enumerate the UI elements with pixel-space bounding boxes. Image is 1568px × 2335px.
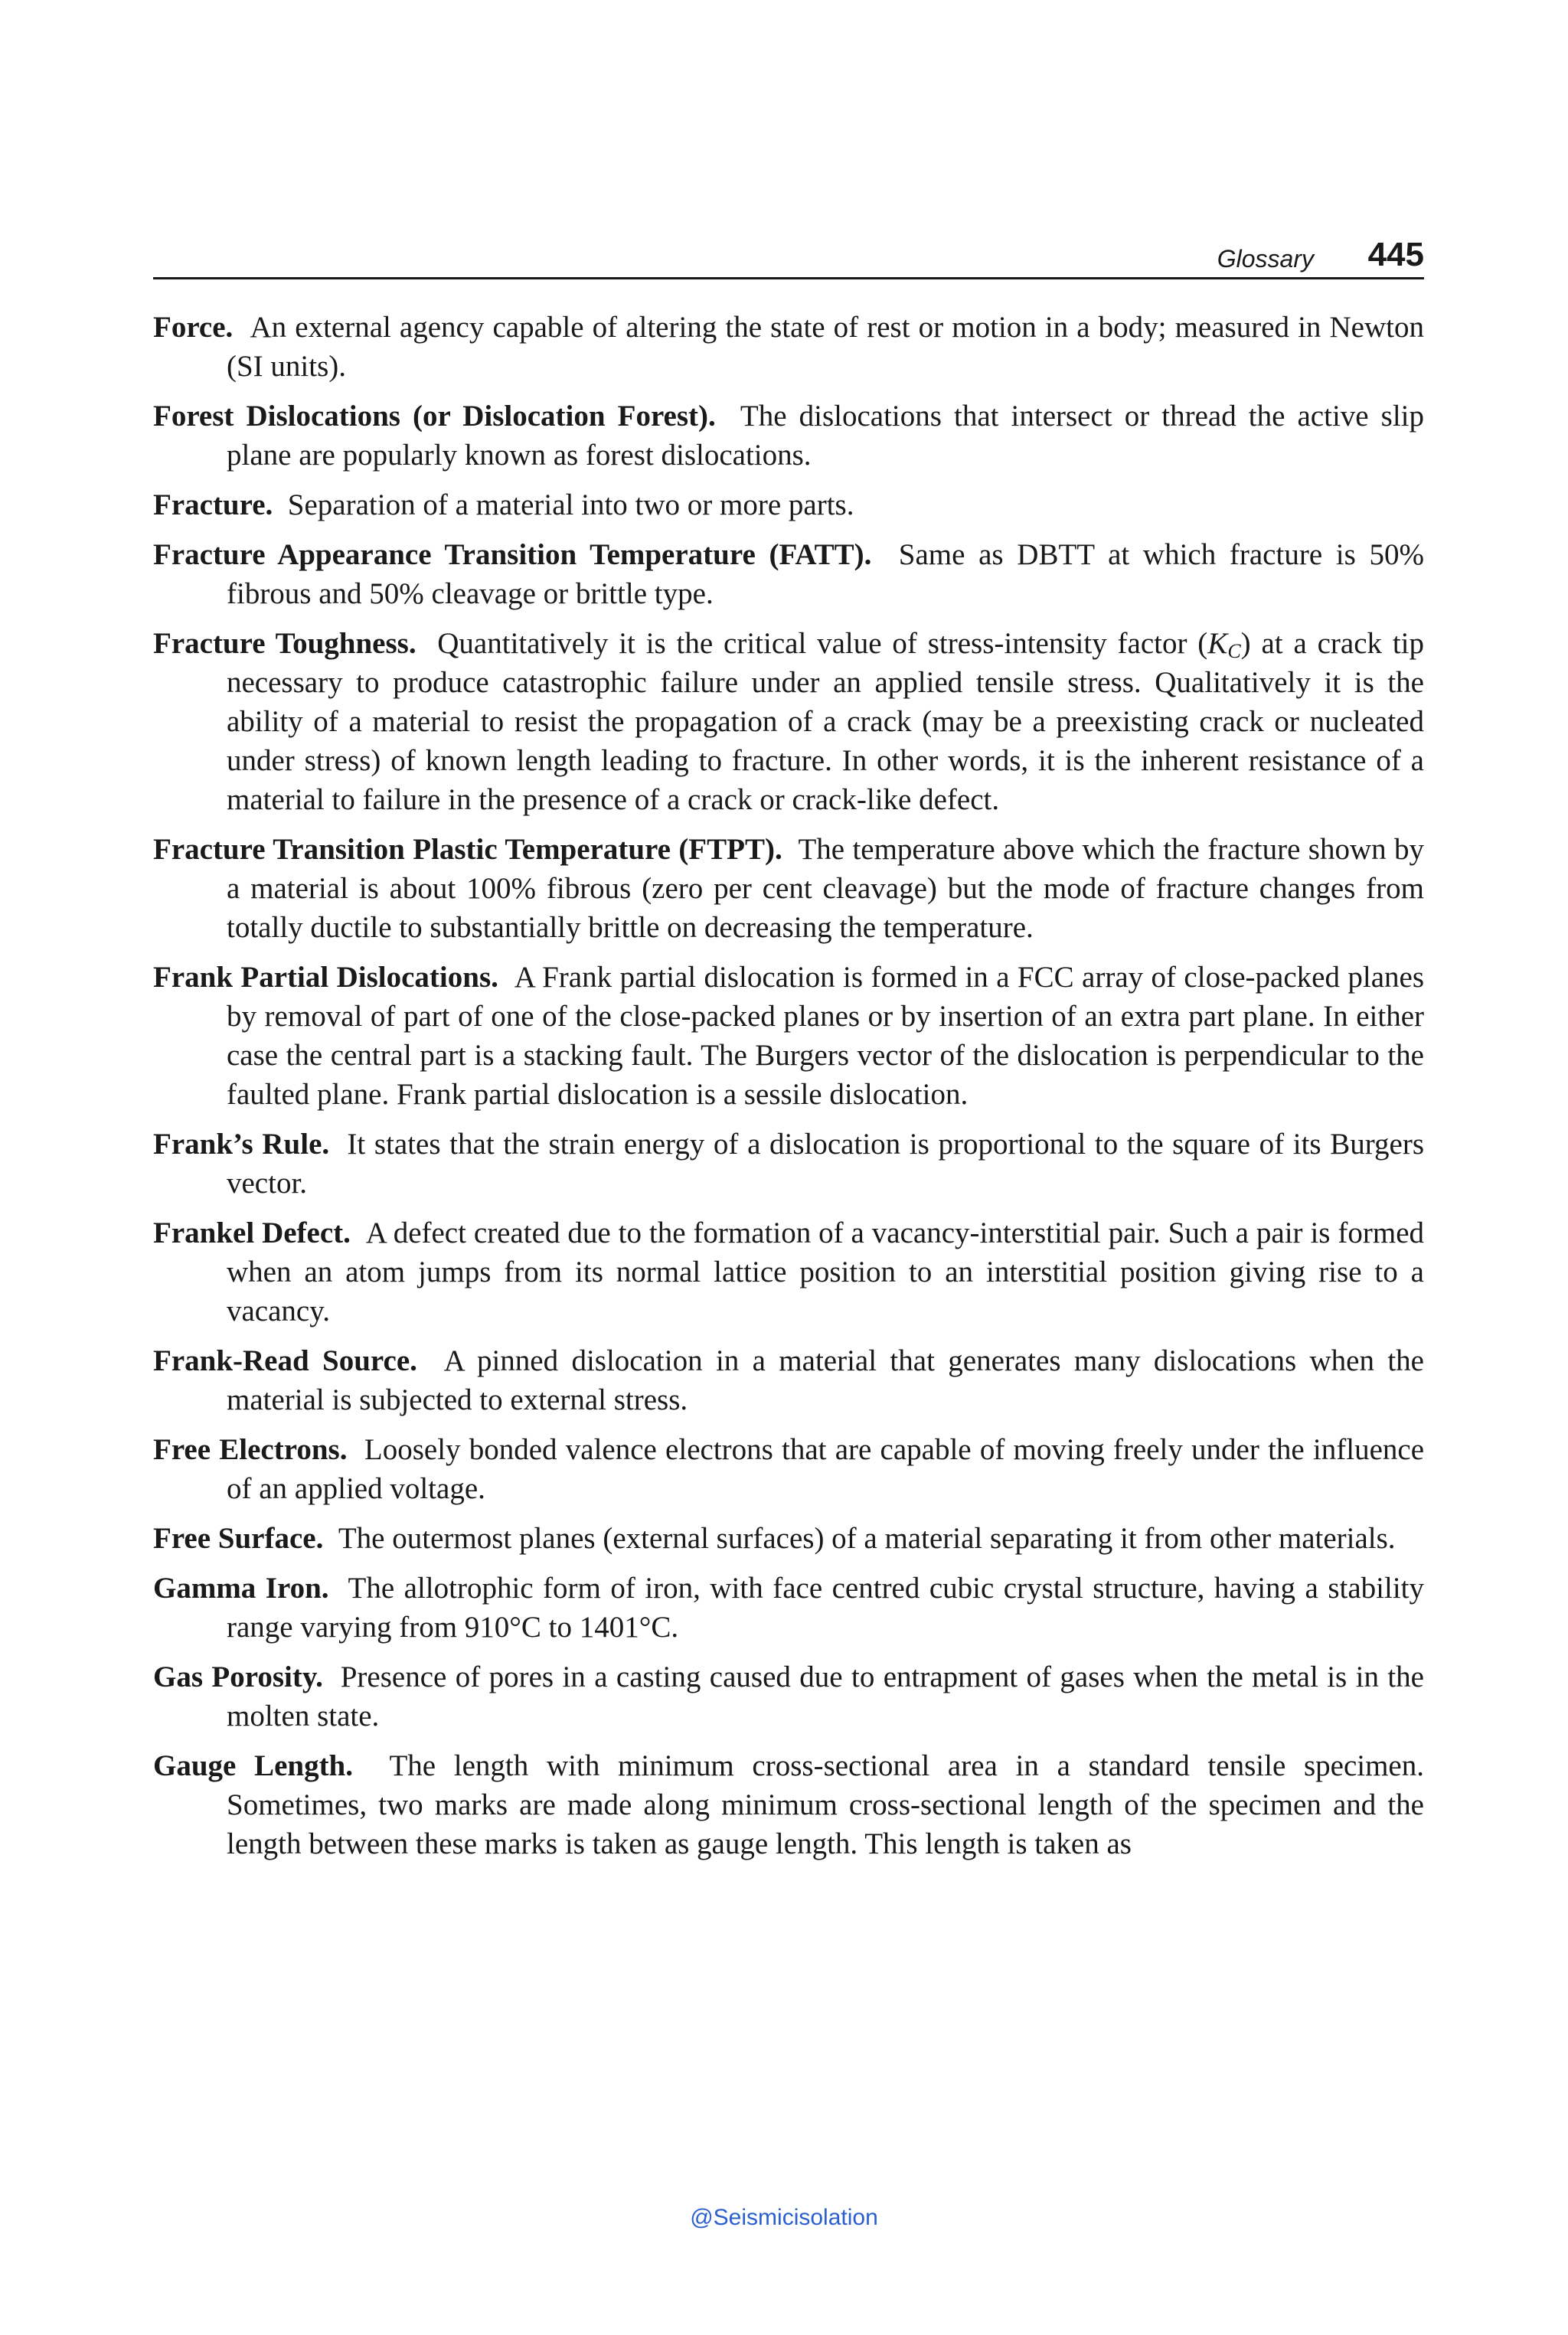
glossary-term: Frank’s Rule. xyxy=(153,1128,330,1161)
glossary-definition-part: Quantitatively it is the critical value of stress-intensity factor ( xyxy=(437,627,1208,660)
glossary-term: Gauge Length. xyxy=(153,1749,353,1782)
glossary-term: Free Surface. xyxy=(153,1522,324,1555)
glossary-definition: The temperature above which the fracture shown by a material is about 100% fibrous (zero per cent cleavage) but the mode of fracture changes from totally ductile to substantially brittle on decreasing the temperature. xyxy=(227,833,1424,944)
running-header xyxy=(153,233,1424,279)
glossary-entry-free-electrons xyxy=(153,1430,1424,1508)
glossary-term: Gamma Iron. xyxy=(153,1572,329,1605)
glossary-definition: Separation of a material into two or more parts. xyxy=(287,488,854,521)
glossary-entry-frank-partial xyxy=(153,958,1424,1114)
glossary-term: Frankel Defect. xyxy=(153,1216,351,1249)
glossary-entry-fracture-toughness xyxy=(153,624,1424,819)
glossary-entry-free-surface xyxy=(153,1519,1424,1558)
glossary-term: Frank Partial Dislocations. xyxy=(153,961,498,994)
glossary-entry-forest-dislocations xyxy=(153,397,1424,475)
glossary-definition-part: ) at a crack tip necessary to produce catastrophic failure under an applied tensile stress. Qualitatively it is the ability of a material to resist the propagation of a crack (may be a preexisting crack or nucleated under stress) of known length leading to fracture. In other words, it is the inherent resistance of a material to failure in the presence of a crack or crack-like defect. xyxy=(227,627,1425,816)
glossary-entry-gas-porosity xyxy=(153,1657,1424,1736)
glossary-definition: The length with minimum cross-sectional area in a standard tensile specimen. Sometimes, two marks are made along minimum cross-sectional length of the specimen and the length between these marks is taken as gauge length. This length is taken as xyxy=(227,1749,1424,1860)
glossary-term: Fracture. xyxy=(153,488,273,521)
stress-intensity-symbol: K xyxy=(1207,627,1228,660)
glossary-term: Frank-Read Source. xyxy=(153,1344,417,1377)
glossary-term: Gas Porosity. xyxy=(153,1661,323,1693)
section-title: Glossary xyxy=(1217,245,1314,273)
glossary-entry-frankel-defect xyxy=(153,1213,1424,1331)
page-number: 445 xyxy=(1367,236,1424,273)
glossary-entry-ftpt xyxy=(153,830,1424,947)
glossary-definition: The allotrophic form of iron, with face centred cubic crystal structure, having a stability range varying from 910°C to 1401°C. xyxy=(227,1572,1425,1644)
glossary-entry-franks-rule xyxy=(153,1125,1424,1203)
glossary-entry-gamma-iron xyxy=(153,1569,1424,1647)
glossary-term: Fracture Toughness. xyxy=(153,627,416,660)
glossary-entry-frank-read-source xyxy=(153,1341,1424,1419)
glossary-list xyxy=(153,308,1424,1874)
glossary-entry-fracture xyxy=(153,485,1424,524)
stress-intensity-subscript: C xyxy=(1227,640,1241,662)
glossary-entry-force xyxy=(153,308,1424,386)
glossary-definition: Loosely bonded valence electrons that are capable of moving freely under the influence of an applied voltage. xyxy=(227,1433,1425,1505)
glossary-term: Force. xyxy=(153,311,234,344)
glossary-definition: A defect created due to the formation of a vacancy-interstitial pair. Such a pair is formed when an atom jumps from its normal lattice position to an interstitial position giving rise to a vacancy. xyxy=(227,1216,1425,1328)
glossary-definition: The dislocations that intersect or thread the active slip plane are popularly known as forest dislocations. xyxy=(227,400,1425,472)
glossary-definition: It states that the strain energy of a dislocation is proportional to the square of its Burgers vector. xyxy=(227,1128,1424,1200)
glossary-definition: A Frank partial dislocation is formed in a FCC array of close-packed planes by removal of part of one of the close-packed planes or by insertion of an extra part plane. In either case the central part is a stacking fault. The Burgers vector of the dislocation is perpendicular to the faulted plane. Frank partial dislocation is a sessile dislocation. xyxy=(227,961,1425,1111)
glossary-term: Free Electrons. xyxy=(153,1433,348,1466)
glossary-entry-gauge-length xyxy=(153,1746,1424,1863)
glossary-definition: Presence of pores in a casting caused due to entrapment of gases when the metal is in the molten state. xyxy=(227,1661,1424,1732)
glossary-entry-fatt xyxy=(153,535,1424,613)
glossary-term: Forest Dislocations (or Dislocation Forest). xyxy=(153,400,716,433)
glossary-term: Fracture Appearance Transition Temperature (FATT). xyxy=(153,538,872,571)
glossary-definition: A pinned dislocation in a material that generates many dislocations when the material is subjected to external stress. xyxy=(227,1344,1424,1416)
glossary-definition: An external agency capable of altering the state of rest or motion in a body; measured in Newton (SI units). xyxy=(227,311,1424,383)
glossary-definition: Same as DBTT at which fracture is 50% fibrous and 50% cleavage or brittle type. xyxy=(227,538,1424,610)
glossary-definition: The outermost planes (external surfaces) of a material separating it from other materials. xyxy=(338,1522,1396,1555)
glossary-term: Fracture Transition Plastic Temperature (FTPT). xyxy=(153,833,782,866)
watermark: @Seismicisolation xyxy=(690,2205,878,2230)
